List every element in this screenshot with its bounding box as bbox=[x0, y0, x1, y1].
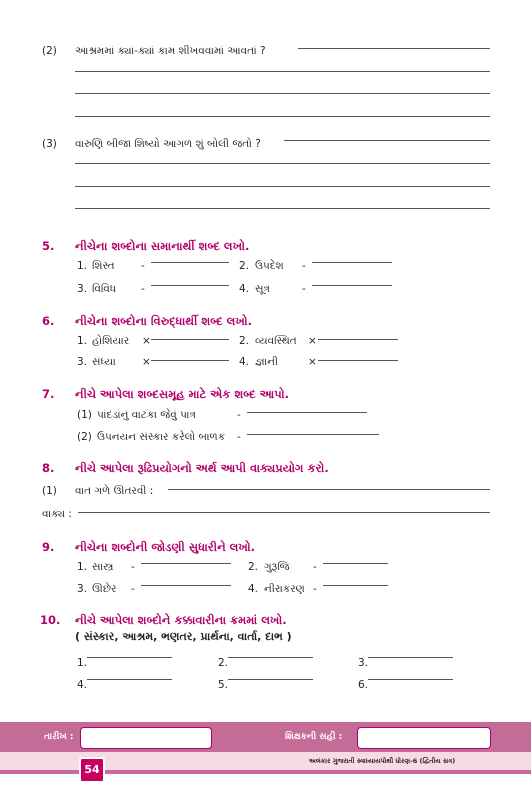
item-number: (2) bbox=[77, 431, 92, 443]
item-sign: - bbox=[313, 561, 317, 573]
answer-line[interactable] bbox=[228, 679, 313, 680]
item-word: વ્યવસ્થિત bbox=[255, 335, 297, 347]
question-text: આશ્રમમાં ક્યાં-ક્યાં કામ શીખવવામાં આવતાં ? bbox=[75, 45, 266, 57]
item-word: નીરાકરણ bbox=[264, 583, 305, 595]
word-list: ( સંસ્કાર, આશ્રમ, ભણતર, પ્રાર્થના, વાર્તા, દાભ ) bbox=[75, 630, 292, 643]
item-number: (1) bbox=[77, 409, 92, 421]
answer-line[interactable] bbox=[312, 262, 392, 263]
answer-line[interactable] bbox=[284, 140, 490, 141]
answer-line[interactable] bbox=[318, 360, 398, 361]
blank-number: 1. bbox=[77, 657, 88, 669]
question-number: (2) bbox=[42, 45, 57, 57]
answer-line[interactable] bbox=[368, 657, 453, 658]
item-word: પાંદડાંનું વાટકા જેવું પાત્ર bbox=[97, 409, 196, 421]
item-number: 2. bbox=[248, 561, 259, 573]
section-heading: નીચે આપેલા શબ્દોને કક્કાવારીના ક્રમમાં લખો. bbox=[75, 613, 287, 627]
sentence-label: વાક્ય : bbox=[42, 508, 72, 520]
blank-number: 4. bbox=[77, 679, 88, 691]
section-heading: નીચે આપેલા શબ્દસમૂહ માટે એક શબ્દ આપો. bbox=[75, 387, 289, 401]
answer-line[interactable] bbox=[312, 285, 392, 286]
item-sign: - bbox=[237, 431, 241, 443]
item-word: ગુરૂજિ bbox=[264, 561, 290, 573]
blank-number: 2. bbox=[218, 657, 229, 669]
item-word: સંધ્યા bbox=[92, 356, 116, 368]
page-number: 54 bbox=[79, 757, 105, 783]
item-sign: - bbox=[131, 583, 135, 595]
answer-line[interactable] bbox=[151, 262, 229, 263]
item-number: 1. bbox=[77, 335, 88, 347]
section-number: 7. bbox=[42, 387, 55, 401]
item-number: 2. bbox=[239, 260, 250, 272]
question-number: (3) bbox=[42, 138, 57, 150]
section-number: 8. bbox=[42, 461, 55, 475]
section-heading: નીચેના શબ્દોના વિરુદ્ધાર્થી શબ્દ લખો. bbox=[75, 314, 253, 328]
book-title: અલંકાર ગુજરાતી સ્વાધ્યાયપોથી ધોરણ-6 (દ્વિતીય સત્ર) bbox=[309, 757, 456, 765]
answer-line[interactable] bbox=[75, 163, 490, 164]
section-number: 6. bbox=[42, 314, 55, 328]
item-word: ઉપદેશ bbox=[255, 260, 284, 272]
item-word: સૂત્ર bbox=[255, 283, 270, 295]
item-sign: - bbox=[302, 283, 306, 295]
item-sign: - bbox=[131, 561, 135, 573]
question-text: વારુણિ બીજા શિષ્યો આગળ શું બોલી જતો ? bbox=[75, 138, 261, 150]
answer-line[interactable] bbox=[75, 93, 490, 94]
answer-line[interactable] bbox=[247, 434, 379, 435]
answer-line[interactable] bbox=[318, 339, 398, 340]
answer-line[interactable] bbox=[75, 208, 490, 209]
teacher-signature-field[interactable] bbox=[357, 727, 491, 749]
item-word: શિસ્ત bbox=[92, 260, 115, 272]
answer-line[interactable] bbox=[151, 285, 229, 286]
item-sign: - bbox=[141, 283, 145, 295]
item-sign: × bbox=[142, 356, 151, 368]
idiom-text: વાત ગળે ઊતરવી : bbox=[75, 485, 154, 497]
item-number: (1) bbox=[42, 485, 57, 497]
answer-line[interactable] bbox=[75, 71, 490, 72]
item-number: 3. bbox=[77, 583, 88, 595]
item-number: 4. bbox=[239, 283, 250, 295]
answer-line[interactable] bbox=[323, 585, 388, 586]
answer-line[interactable] bbox=[75, 116, 490, 117]
section-heading: નીચે આપેલા રૂઢિપ્રયોગનો અર્થ આપી વાક્યપ્રયોગ કરો. bbox=[75, 461, 329, 475]
section-heading: નીચેના શબ્દોના સમાનાર્થી શબ્દ લખો. bbox=[75, 239, 250, 253]
item-word: સાસ્ત્ર bbox=[92, 561, 114, 573]
date-field[interactable] bbox=[80, 727, 212, 749]
answer-line[interactable] bbox=[323, 563, 388, 564]
item-sign: × bbox=[142, 335, 151, 347]
teacher-signature-label: શિક્ષકની સહી : bbox=[285, 732, 343, 742]
answer-line[interactable] bbox=[78, 512, 490, 513]
item-number: 1. bbox=[77, 561, 88, 573]
item-word: જ્ઞાની bbox=[255, 356, 279, 368]
answer-line[interactable] bbox=[87, 657, 172, 658]
item-word: હોશિયાર bbox=[92, 335, 130, 347]
item-sign: - bbox=[313, 583, 317, 595]
item-sign: × bbox=[308, 335, 317, 347]
item-sign: - bbox=[237, 409, 241, 421]
answer-line[interactable] bbox=[141, 585, 231, 586]
answer-line[interactable] bbox=[228, 657, 313, 658]
item-number: 2. bbox=[239, 335, 250, 347]
answer-line[interactable] bbox=[298, 48, 490, 49]
item-sign: - bbox=[302, 260, 306, 272]
item-sign: - bbox=[141, 260, 145, 272]
answer-line[interactable] bbox=[141, 563, 231, 564]
date-label: તારીખ : bbox=[44, 732, 74, 742]
section-number: 10. bbox=[40, 613, 61, 627]
item-sign: × bbox=[308, 356, 317, 368]
item-number: 3. bbox=[77, 283, 88, 295]
item-word: ઊછેર bbox=[92, 583, 117, 595]
section-number: 9. bbox=[42, 540, 55, 554]
item-number: 3. bbox=[77, 356, 88, 368]
item-word: વિવિધ bbox=[92, 283, 117, 295]
answer-line[interactable] bbox=[151, 339, 229, 340]
answer-line[interactable] bbox=[75, 186, 490, 187]
answer-line[interactable] bbox=[368, 679, 453, 680]
section-heading: નીચેના શબ્દોની જોડણી સુધારીને લખો. bbox=[75, 540, 256, 554]
answer-line[interactable] bbox=[151, 360, 229, 361]
item-number: 4. bbox=[239, 356, 250, 368]
answer-line[interactable] bbox=[247, 412, 367, 413]
item-word: ઉપનયન સંસ્કાર કરેલો બાળક bbox=[97, 431, 226, 443]
section-number: 5. bbox=[42, 239, 55, 253]
answer-line[interactable] bbox=[168, 489, 490, 490]
blank-number: 6. bbox=[358, 679, 369, 691]
item-number: 4. bbox=[248, 583, 259, 595]
item-number: 1. bbox=[77, 260, 88, 272]
answer-line[interactable] bbox=[87, 679, 172, 680]
blank-number: 5. bbox=[218, 679, 229, 691]
blank-number: 3. bbox=[358, 657, 369, 669]
